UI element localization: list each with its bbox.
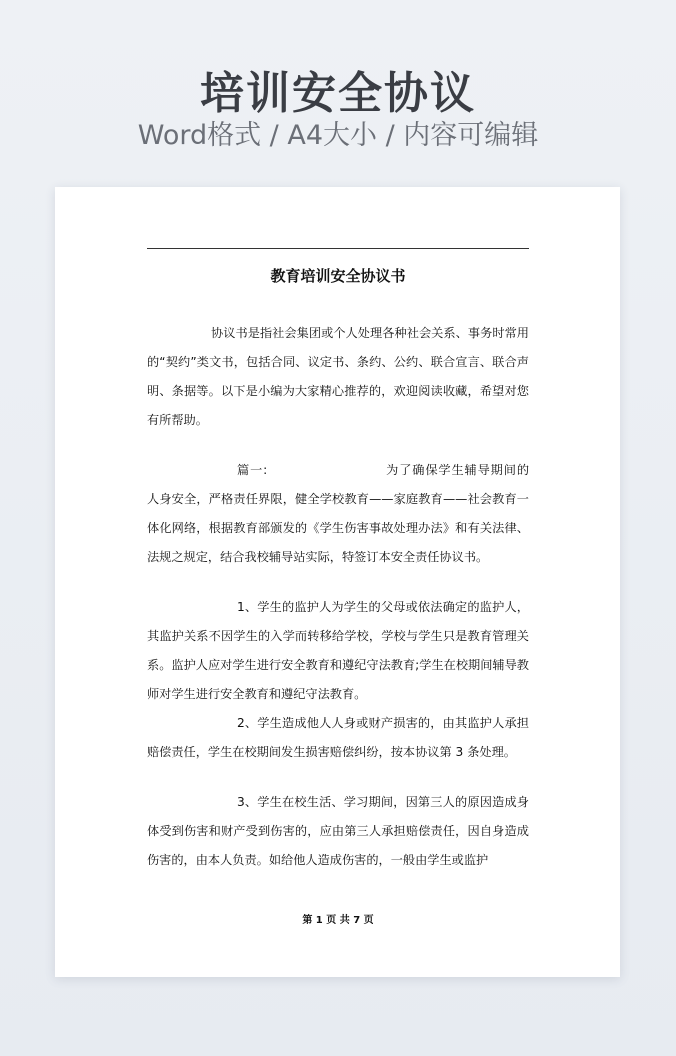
paragraph-gap bbox=[147, 435, 529, 456]
banner bbox=[0, 0, 676, 180]
paragraph-gap bbox=[147, 572, 529, 593]
clause-3: 3、学生在校生活、学习期间，因第三人的原因造成身体受到伤害和财产受到伤害的，应由第三人承担赔偿责任，因自身造成伤害的，由本人负责。如给他人造成伤害的，一般由学生或监护 bbox=[147, 795, 529, 867]
banner-title: 培训安全协议 bbox=[200, 68, 476, 119]
page-footer: 第 1 页 共 7 页 bbox=[302, 915, 374, 926]
clause-1: 1、学生的监护人为学生的父母或依法确定的监护人，其监护关系不因学生的入学而转移给学校，学校与学生只是教育管理关系。监护人应对学生进行安全教育和遵纪守法教育;学生在校期间辅导教师对学生进行安全教育和遵纪守法教育。 bbox=[147, 600, 529, 701]
paragraph-gap bbox=[147, 767, 529, 788]
section-one-paragraph bbox=[147, 456, 529, 572]
intro-paragraph: 协议书是指社会集团或个人处理各种社会关系、事务时常用的“契约”类文书，包括合同、议定书、条约、公约、联合宣言、联合声明、条据等。以下是小编为大家精心推荐的，欢迎阅读收藏，希望对您有所帮助。 bbox=[147, 326, 529, 427]
clause-2: 2、学生造成他人人身或财产损害的，由其监护人承担赔偿责任，学生在校期间发生损害赔偿纠纷，按本协议第 3 条处理。 bbox=[147, 716, 529, 759]
banner-subtitle: Word格式 / A4大小 / 内容可编辑 bbox=[137, 120, 539, 151]
section-label: 篇一: bbox=[237, 463, 268, 477]
document-title: 教育培训安全协议书 bbox=[270, 267, 406, 285]
section-lead: 为了确保学生辅导期间的人身安全，严格责任界限，健全学校教育——家庭教育——社会教育一体化网络，根据教育部颁发的《学生伤害事故处理办法》和有关法律、法规之规定，结合我校辅导站实际，特签订本安全责任协议书。 bbox=[147, 463, 530, 564]
document-body bbox=[147, 319, 529, 875]
document-page bbox=[55, 187, 620, 977]
header-rule bbox=[147, 248, 529, 249]
